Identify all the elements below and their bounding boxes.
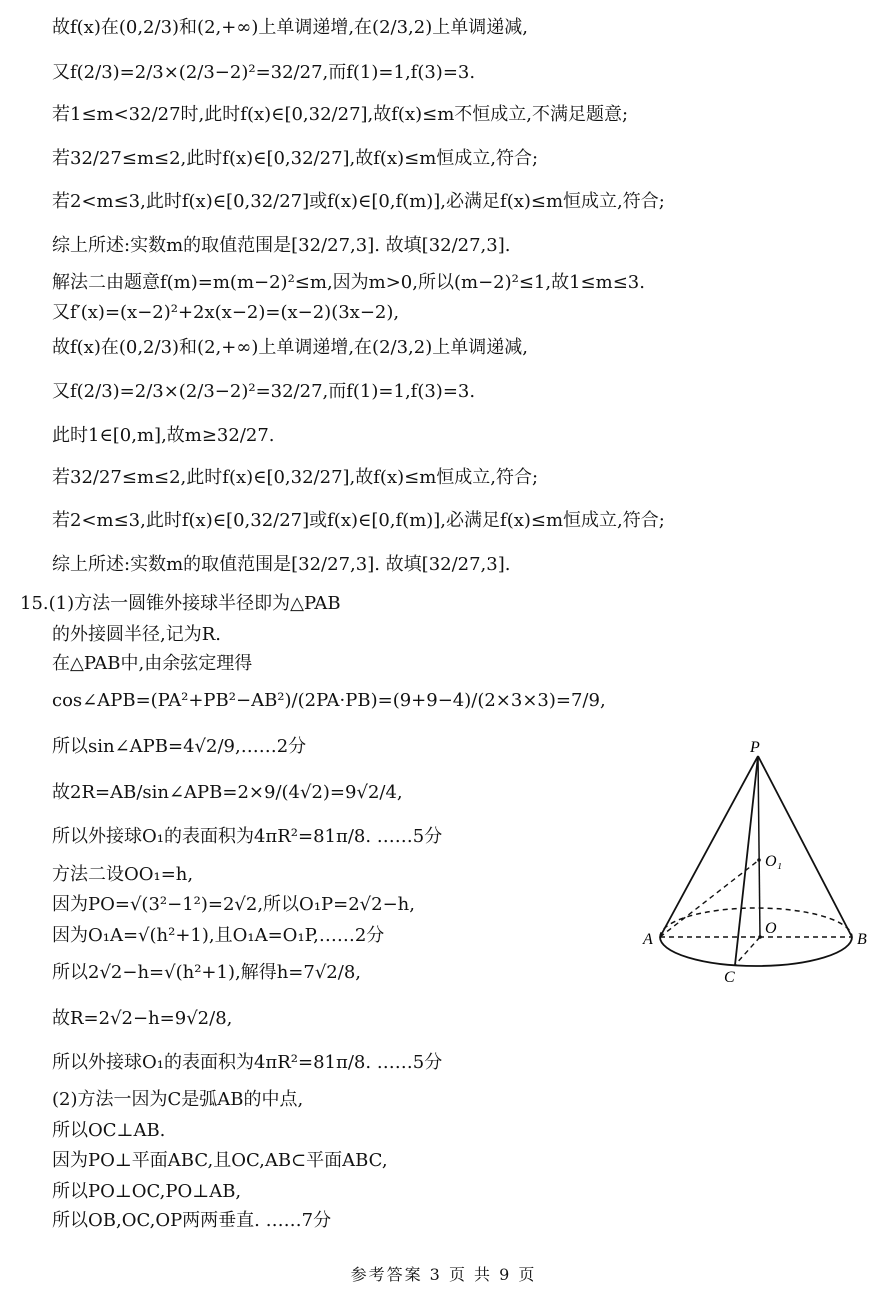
text-line-24: 因为O₁A=√(h²+1),且O₁A=O₁P,……2分 (52, 925, 385, 946)
text-line-22: 方法二设OO₁=h, (52, 864, 194, 885)
edge-pa (660, 756, 758, 937)
text-line-27: 所以外接球O₁的表面积为4πR²=81π/8. ……5分 (52, 1052, 443, 1073)
text-line-21: 所以外接球O₁的表面积为4πR²=81π/8. ……5分 (52, 826, 443, 847)
text-line-8: 又f′(x)=(x−2)²+2x(x−2)=(x−2)(3x−2), (52, 302, 400, 323)
page-footer: 参考答案 3 页 共 9 页 (350, 1265, 537, 1284)
text-line-19: 所以sin∠APB=4√2/9,……2分 (52, 736, 307, 757)
text-line-18: cos∠APB=(PA²+PB²−AB²)/(2PA·PB)=(9+9−4)/(2×3×3)=7/9, (52, 690, 606, 711)
text-line-4: 若32/27≤m≤2,此时f(x)∈[0,32/27],故f(x)≤m恒成立,符合; (52, 148, 539, 169)
text-line-10: 又f(2/3)=2/3×(2/3−2)²=32/27,而f(1)=1,f(3)=3. (52, 381, 476, 402)
label-p: P (750, 739, 760, 756)
cone-figure (638, 732, 878, 992)
label-c: C (724, 969, 735, 986)
label-a: A (643, 931, 653, 948)
edge-pc (735, 756, 758, 965)
point-o (758, 935, 762, 939)
text-line-20: 故2R=AB/sin∠APB=2×9/(4√2)=9√2/4, (52, 782, 403, 803)
text-line-14: 综上所述:实数m的取值范围是[32/27,3]. 故填[32/27,3]. (52, 554, 511, 575)
text-line-13: 若2<m≤3,此时f(x)∈[0,32/27]或f(x)∈[0,f(m)],必满足f(x)≤m恒成立,符合; (52, 510, 665, 531)
segment-oc (735, 937, 760, 965)
point-o1 (757, 858, 761, 862)
text-line-28: (2)方法一因为C是弧AB的中点, (52, 1089, 304, 1110)
text-line-30: 因为PO⊥平面ABC,且OC,AB⊂平面ABC, (52, 1150, 388, 1171)
text-line-23: 因为PO=√(3²−1²)=2√2,所以O₁P=2√2−h, (52, 894, 415, 915)
text-line-26: 故R=2√2−h=9√2/8, (52, 1008, 233, 1029)
text-line-2: 又f(2/3)=2/3×(2/3−2)²=32/27,而f(1)=1,f(3)=3. (52, 62, 476, 83)
problem-15-heading: 15.(1)方法一圆锥外接球半径即为△PAB (20, 593, 341, 614)
base-back-arc (660, 908, 852, 937)
text-line-17: 在△PAB中,由余弦定理得 (52, 653, 253, 674)
text-line-16: 的外接圆半径,记为R. (52, 624, 221, 645)
text-line-5: 若2<m≤3,此时f(x)∈[0,32/27]或f(x)∈[0,f(m)],必满足f(x)≤m恒成立,符合; (52, 191, 665, 212)
text-line-25: 所以2√2−h=√(h²+1),解得h=7√2/8, (52, 962, 361, 983)
text-line-31: 所以PO⊥OC,PO⊥AB, (52, 1181, 242, 1202)
height-po (758, 756, 760, 937)
text-line-3: 若1≤m<32/27时,此时f(x)∈[0,32/27],故f(x)≤m不恒成立,不满足题意; (52, 104, 629, 125)
base-front-arc (660, 937, 852, 966)
label-o: O (765, 920, 777, 937)
label-b: B (857, 931, 867, 948)
text-line-1: 故f(x)在(0,2/3)和(2,+∞)上单调递增,在(2/3,2)上单调递减, (52, 17, 528, 38)
edge-pb (758, 756, 852, 937)
text-line-9: 故f(x)在(0,2/3)和(2,+∞)上单调递增,在(2/3,2)上单调递减, (52, 337, 528, 358)
label-o1: O₁ (765, 853, 783, 870)
text-line-6: 综上所述:实数m的取值范围是[32/27,3]. 故填[32/27,3]. (52, 235, 511, 256)
segment-ao1 (660, 860, 759, 937)
text-line-12: 若32/27≤m≤2,此时f(x)∈[0,32/27],故f(x)≤m恒成立,符合; (52, 467, 539, 488)
text-line-32: 所以OB,OC,OP两两垂直. ……7分 (52, 1210, 332, 1231)
text-line-11: 此时1∈[0,m],故m≥32/27. (52, 425, 275, 446)
text-line-29: 所以OC⊥AB. (52, 1120, 166, 1141)
text-line-7: 解法二由题意f(m)=m(m−2)²≤m,因为m>0,所以(m−2)²≤1,故1≤m≤3. (52, 272, 645, 293)
